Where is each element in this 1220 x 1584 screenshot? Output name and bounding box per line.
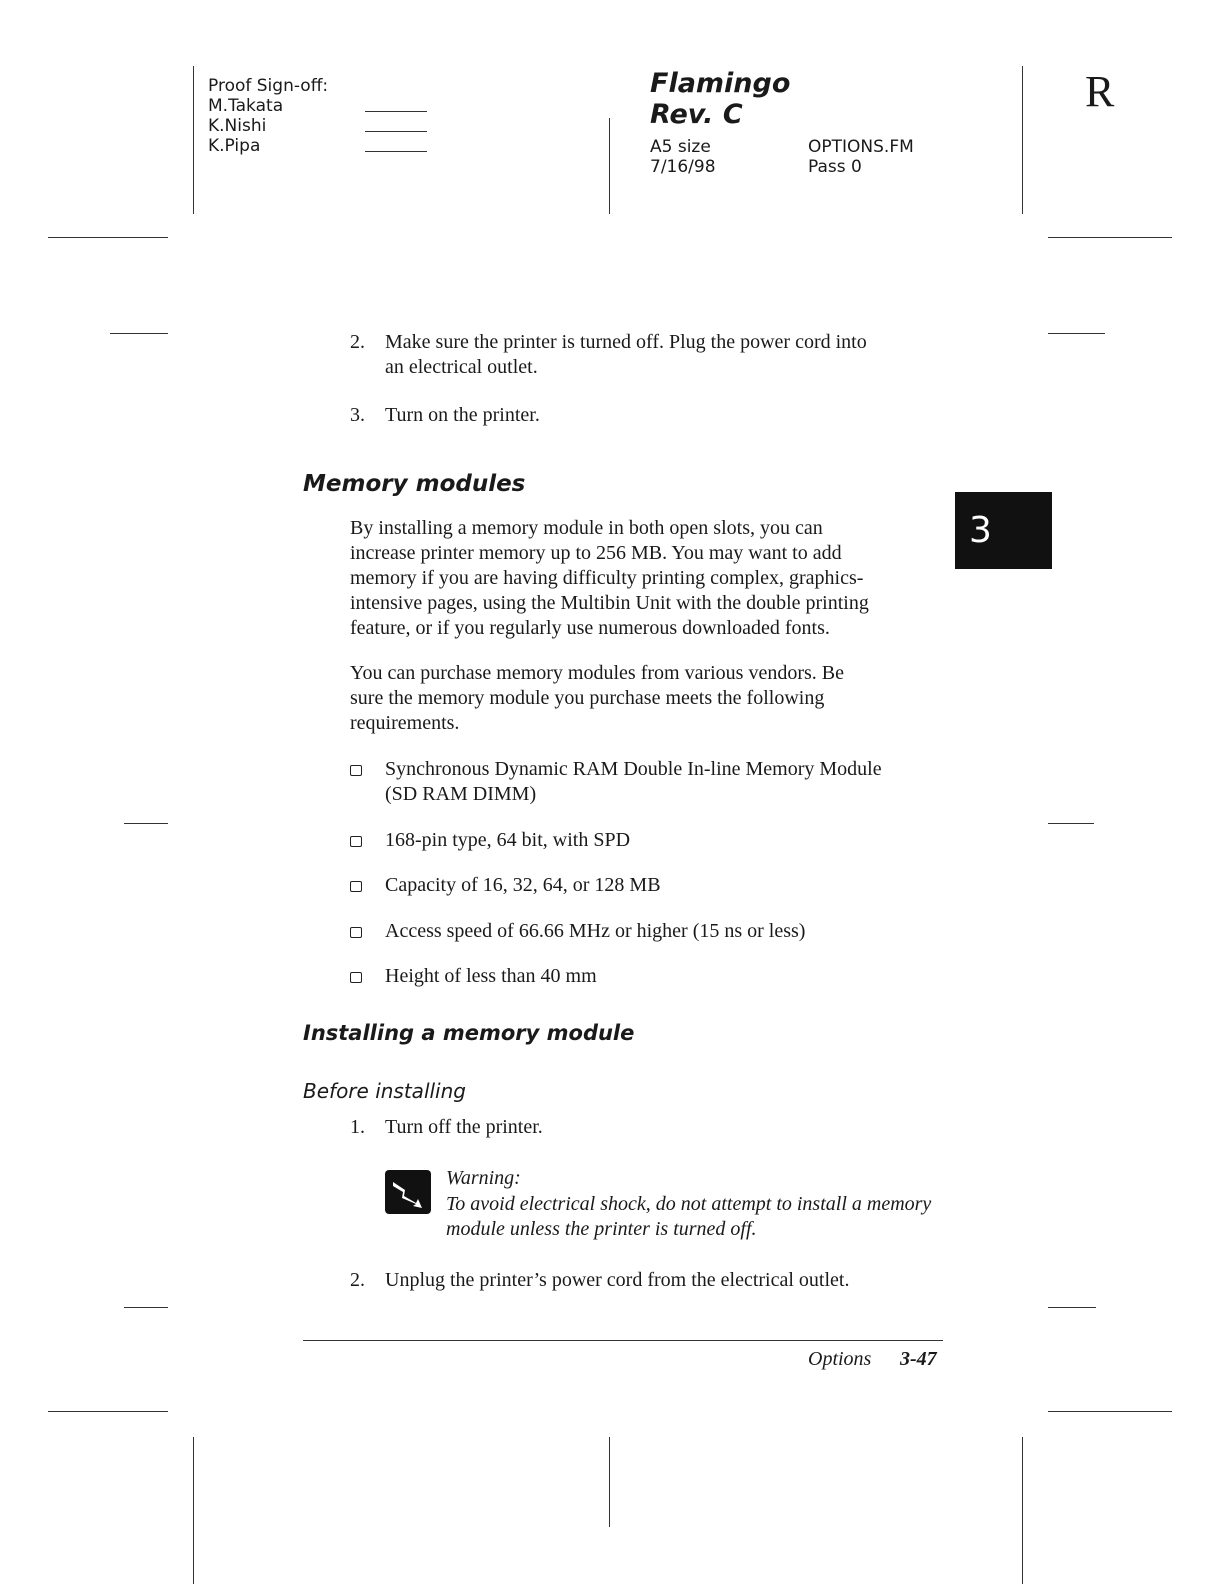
crop-mark xyxy=(609,118,610,214)
doc-title-line: Rev. C xyxy=(650,99,743,130)
step-text: Unplug the printer’s power cord from the electrical outlet. xyxy=(385,1269,850,1291)
list-item: 168-pin type, 64 bit, with SPD xyxy=(385,829,631,851)
crop-mark xyxy=(609,1437,610,1527)
warning-icon xyxy=(385,1170,431,1214)
crop-mark xyxy=(48,237,168,238)
subsection-heading: Installing a memory module xyxy=(303,1021,635,1045)
text-line: Synchronous Dynamic RAM Double In-line Memory Module xyxy=(385,758,882,780)
text-line: (SD RAM DIMM) xyxy=(385,783,537,805)
chapter-tab: 3 xyxy=(955,492,1052,569)
paragraph xyxy=(350,661,950,736)
crop-mark xyxy=(193,66,194,214)
step-number: 1. xyxy=(350,1116,365,1138)
crop-mark xyxy=(1048,1411,1172,1412)
checkbox-bullet-icon xyxy=(350,836,362,847)
footer-rule xyxy=(303,1340,943,1341)
list-item: Capacity of 16, 32, 64, or 128 MB xyxy=(385,874,661,896)
checkbox-bullet-icon xyxy=(350,765,362,776)
text-line: module unless the printer is turned off. xyxy=(446,1218,757,1240)
crop-mark xyxy=(1048,823,1094,824)
minor-heading: Before installing xyxy=(303,1079,466,1103)
signoff-blank xyxy=(365,111,427,112)
step-text xyxy=(385,330,945,380)
footer-section: Options xyxy=(808,1348,872,1370)
paragraph xyxy=(350,516,950,641)
text-line: requirements. xyxy=(350,712,460,734)
checkbox-bullet-icon xyxy=(350,972,362,983)
step-number: 2. xyxy=(350,331,365,353)
corner-mark: R xyxy=(1085,67,1115,116)
checkbox-bullet-icon xyxy=(350,927,362,938)
text-line: feature, or if you regularly use numerous downloaded fonts. xyxy=(350,617,830,639)
text-line: By installing a memory module in both open slots, you can xyxy=(350,517,823,539)
signoff-title: Proof Sign-off: xyxy=(208,76,329,96)
proof-signoff xyxy=(208,76,328,156)
doc-pass: Pass 0 xyxy=(808,157,862,177)
text-line: sure the memory module you purchase meets the following xyxy=(350,687,825,709)
signoff-name: K.Nishi xyxy=(208,116,267,136)
text-line: You can purchase memory modules from various vendors. Be xyxy=(350,662,844,684)
crop-mark xyxy=(1048,333,1105,334)
text-line: Make sure the printer is turned off. Plug the power cord into xyxy=(385,331,867,353)
text-line: intensive pages, using the Multibin Unit with the double printing xyxy=(350,592,869,614)
step-text: Turn off the printer. xyxy=(385,1116,543,1138)
doc-title-line: Flamingo xyxy=(650,68,791,99)
checkbox-bullet-icon xyxy=(350,881,362,892)
doc-size: A5 size xyxy=(650,137,711,157)
step-number: 2. xyxy=(350,1269,365,1291)
text-line: Turn on the printer. xyxy=(385,404,540,426)
crop-mark xyxy=(1022,66,1023,214)
warning-text xyxy=(446,1192,946,1242)
list-item: Height of less than 40 mm xyxy=(385,965,597,987)
signoff-name: K.Pipa xyxy=(208,136,261,156)
step-number: 3. xyxy=(350,404,365,426)
text-line: an electrical outlet. xyxy=(385,356,538,378)
doc-filename: OPTIONS.FM xyxy=(808,137,914,157)
signoff-blank xyxy=(365,131,427,132)
list-item xyxy=(385,757,945,807)
crop-mark xyxy=(1022,1437,1023,1584)
text-line: memory if you are having difficulty printing complex, graphics- xyxy=(350,567,864,589)
signoff-name: M.Takata xyxy=(208,96,284,116)
crop-mark xyxy=(1048,237,1172,238)
crop-mark xyxy=(48,1411,168,1412)
crop-mark xyxy=(193,1437,194,1584)
crop-mark xyxy=(110,333,168,334)
signoff-blank xyxy=(365,151,427,152)
doc-date: 7/16/98 xyxy=(650,157,716,177)
section-heading: Memory modules xyxy=(303,471,526,497)
page-number: 3-47 xyxy=(900,1348,937,1370)
step-text xyxy=(385,403,945,428)
crop-mark xyxy=(124,823,168,824)
crop-mark xyxy=(124,1307,168,1308)
list-item: Access speed of 66.66 MHz or higher (15 ns or less) xyxy=(385,920,806,942)
crop-mark xyxy=(1048,1307,1096,1308)
doc-title xyxy=(650,68,790,130)
warning-title: Warning: xyxy=(446,1167,521,1189)
text-line: increase printer memory up to 256 MB. You may want to add xyxy=(350,542,842,564)
text-line: To avoid electrical shock, do not attempt to install a memory xyxy=(446,1193,932,1215)
